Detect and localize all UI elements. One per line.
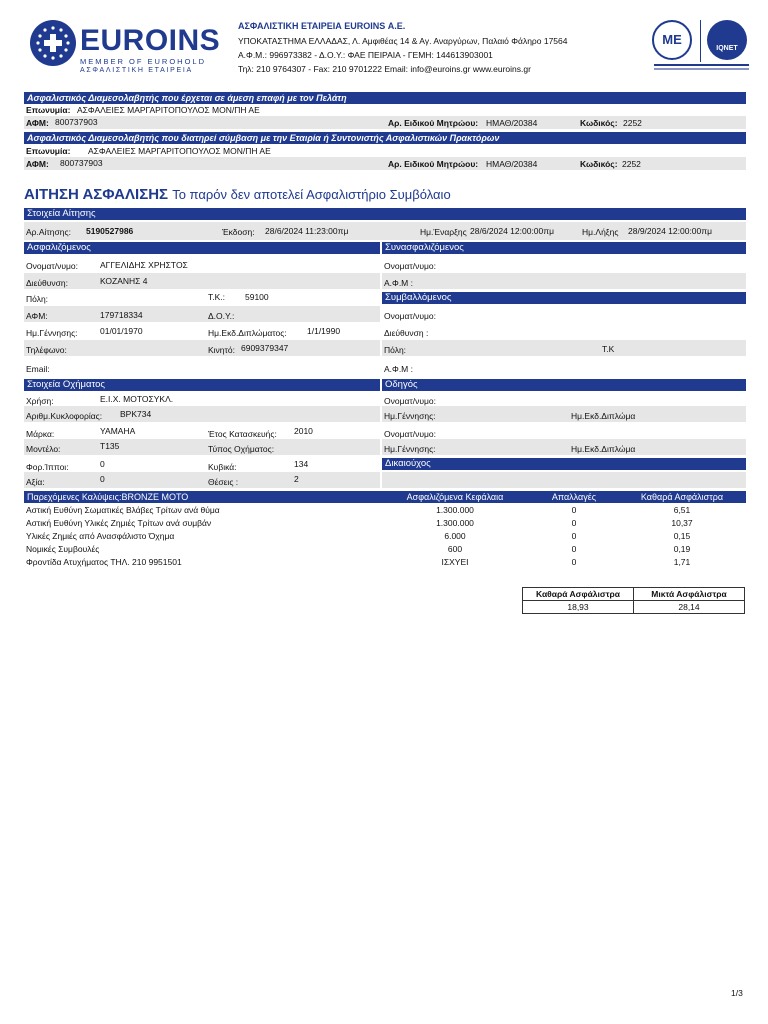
vehicle-section-bar: Στοιχεία Οχήματος: [24, 379, 380, 391]
vehicle-model-shade: [24, 439, 380, 455]
company-contact: Τηλ: 210 9764307 - Fax: 210 9701222 Email: info@euroins.gr www.euroins.gr: [238, 64, 531, 74]
intermediary2-afm-label: ΑΦΜ:: [26, 159, 49, 169]
iqnet-certification-badge: IQNET: [707, 20, 747, 60]
euroins-logo-globe: [30, 20, 76, 66]
coverage-deduct: 0: [571, 518, 577, 528]
globe-icon: [30, 20, 76, 66]
coverage-deduct: 0: [571, 531, 577, 541]
coverage-name: Υλικές Ζημιές από Ανασφάλιστο Όχημα: [26, 531, 175, 541]
intermediary2-name-label: Επωνυμία:: [26, 146, 71, 156]
driver2-name-label: Ονοματ/νυμο:: [384, 429, 437, 439]
insured-birth-label: Ημ.Γέννησης:: [26, 328, 78, 338]
coverage-row: [24, 544, 746, 556]
coinsured-section-bar: Συνασφαλιζόμενος: [382, 242, 746, 254]
vehicle-plate: ΒΡΚ734: [120, 409, 152, 419]
policyholder-afm-label: Α.Φ.Μ :: [384, 364, 413, 374]
coverage-premium: 6,51: [673, 505, 691, 515]
vehicle-year: 2010: [294, 426, 313, 436]
insured-zip-label: Τ.Κ.:: [208, 292, 226, 302]
application-num-label: Αρ.Αίτησης:: [26, 227, 71, 237]
coverage-col-deduct: Απαλλαγές: [551, 492, 597, 502]
insured-name-label: Ονοματ/νυμο:: [26, 261, 79, 271]
insured-city-label: Πόλη:: [26, 294, 49, 304]
me-certification-badge: ME: [652, 20, 692, 60]
badge-divider: [700, 20, 701, 62]
intermediary1-afm-label: ΑΦΜ:: [26, 118, 49, 128]
coverage-name: Αστική Ευθύνη Σωματικές Βλάβες Τρίτων ανά θύμα: [26, 505, 220, 515]
vehicle-year-label: Έτος Κατασκευής:: [208, 429, 277, 439]
coverage-row: [24, 518, 746, 530]
coverage-deduct: 0: [571, 557, 577, 567]
coverage-premium: 10,37: [671, 518, 693, 528]
driver1-birth-label: Ημ.Γέννησης:: [384, 411, 436, 421]
coverage-premium: 0,19: [673, 544, 691, 554]
policyholder-name-label: Ονοματ/νυμο:: [384, 311, 437, 321]
intermediary2-code-label: Κωδικός:: [580, 159, 618, 169]
coverage-deduct: 0: [571, 505, 577, 515]
application-issue: 28/6/2024 11:23:00πμ: [265, 226, 349, 236]
driver2-birth-label: Ημ.Γέννησης:: [384, 444, 436, 454]
coverage-row: [24, 557, 746, 569]
insured-mobile: 6909379347: [241, 343, 289, 353]
vehicle-seats: 2: [294, 474, 299, 484]
page-title-sub: Το παρόν δεν αποτελεί Ασφαλιστήριο Συμβόλαιο: [172, 187, 451, 202]
coverage-name: Αστική Ευθύνη Υλικές Ζημιές Τρίτων ανά συμβάν: [26, 518, 212, 528]
page-title-main: ΑΙΤΗΣΗ ΑΣΦΑΛΙΣΗΣ: [24, 186, 169, 203]
vehicle-value-shade: [24, 472, 380, 488]
insured-license-label: Ημ.Εκδ.Διπλώματος:: [208, 328, 287, 338]
vehicle-value: 0: [100, 474, 105, 484]
vehicle-cc-label: Κυβικά:: [208, 462, 237, 472]
insured-mobile-label: Κινητό:: [208, 345, 235, 355]
intermediary2-code: 2252: [622, 159, 641, 169]
beneficiary-shade: [382, 472, 746, 488]
intermediary1-section-bar: Ασφαλιστικός Διαμεσολαβητής που έρχεται σε άμεση επαφή με τον Πελάτη: [24, 92, 746, 104]
company-name: ΑΣΦΑΛΙΣΤΙΚΗ ΕΤΑΙΡΕΙΑ EUROINS Α.Ε.: [238, 21, 406, 31]
insured-birth: 01/01/1970: [100, 326, 143, 336]
vehicle-use-label: Χρήση:: [26, 396, 54, 406]
company-tax-info: Α.Φ.Μ.: 996973382 - Δ.Ο.Υ.: ΦΑΕ ΠΕΙΡΑΙΑ - ΓΕΜΗ: 144613903001: [238, 50, 493, 60]
coverage-row: [24, 531, 746, 543]
insured-afm-label: ΑΦΜ:: [26, 311, 48, 321]
insured-name: ΑΓΓΕΛΙΔΗΣ ΧΡΗΣΤΟΣ: [100, 260, 188, 270]
intermediary2-section-bar: Ασφαλιστικός Διαμεσολαβητής που διατηρεί σύμβαση με την Εταιρία ή Συντονιστής Ασφαλιστικών Πρακτόρων: [24, 132, 746, 144]
totals-gross-label: Μικτά Ασφάλιστρα: [634, 588, 745, 601]
coinsured-afm-shade: [382, 273, 746, 289]
totals-table: [522, 587, 745, 614]
insured-section-bar: Ασφαλιζόμενος: [24, 242, 380, 254]
application-end: 28/9/2024 12:00:00πμ: [628, 226, 713, 236]
vehicle-use: Ε.Ι.Χ. ΜΟΤΟΣΥΚΛ.: [100, 394, 174, 404]
insured-addr-label: Διεύθυνση:: [26, 278, 68, 288]
beneficiary-section-bar: Δικαιούχος: [382, 458, 746, 470]
coverage-capital: 1.300.000: [436, 518, 474, 528]
vehicle-value-label: Αξία:: [26, 477, 45, 487]
page-title: [24, 186, 451, 203]
logo-subtitle-2: ΑΣΦΑΛΙΣΤΙΚΗ ΕΤΑΙΡΕΙΑ: [80, 67, 193, 74]
driver-section-bar: Οδηγός: [382, 379, 746, 391]
vehicle-make-label: Μάρκα:: [26, 429, 55, 439]
insured-phone-label: Τηλέφωνο:: [26, 345, 67, 355]
intermediary1-afm: 800737903: [55, 117, 98, 127]
totals-gross: 28,14: [634, 601, 745, 614]
application-section-bar: Στοιχεία Αίτησης: [24, 208, 746, 220]
coverage-row: [24, 505, 746, 517]
coverage-col-capital: Ασφαλιζόμενα Κεφάλαια: [406, 492, 504, 502]
intermediary1-name-label: Επωνυμία:: [26, 105, 71, 115]
insured-afm: 179718334: [100, 310, 143, 320]
page-number: 1/3: [731, 988, 743, 998]
application-num: 5190527986: [86, 226, 134, 236]
driver2-birth-shade: [382, 439, 746, 455]
cert-caption-line-2: [654, 68, 749, 70]
driver1-license-label: Ημ.Εκδ.Διπλώμα: [571, 411, 636, 421]
intermediary1-code-label: Κωδικός:: [580, 118, 618, 128]
coverage-premium: 1,71: [673, 557, 691, 567]
coverage-package: BRONZE MOTO: [121, 492, 189, 502]
intermediary2-reg-label: Αρ. Ειδικού Μητρώου:: [388, 159, 479, 169]
intermediary1-reg: ΗΜΑΘ/20384: [486, 118, 538, 128]
policyholder-city-label: Πόλη:: [384, 345, 407, 355]
logo-subtitle-1: MEMBER OF EUROHOLD: [80, 57, 207, 66]
vehicle-cc: 134: [294, 459, 309, 469]
insured-addr: ΚΟΖΑΝΗΣ 4: [100, 276, 148, 286]
cert-caption-line: [654, 64, 749, 66]
vehicle-hp-label: Φορ.Ίπποι:: [26, 462, 69, 472]
totals-net: 18,93: [523, 601, 634, 614]
coverage-header-label: Παρεχόμενες Καλύψεις:: [27, 492, 122, 502]
coverage-capital: ΙΣΧΥΕΙ: [441, 557, 469, 567]
application-start: 28/6/2024 12:00:00πμ: [470, 226, 555, 236]
insured-addr-shade: [24, 273, 380, 289]
coverage-header-bar: [24, 491, 746, 503]
insured-afm-shade: [24, 306, 380, 322]
vehicle-model-label: Μοντέλο:: [26, 444, 61, 454]
policyholder-addr-label: Διεύθυνση :: [384, 328, 429, 338]
intermediary1-reg-label: Αρ. Ειδικού Μητρώου:: [388, 118, 479, 128]
vehicle-seats-label: Θέσεις :: [208, 477, 239, 487]
coinsured-name-label: Ονοματ/νυμο:: [384, 261, 437, 271]
application-start-label: Ημ.Έναρξης: [420, 227, 467, 237]
company-address: ΥΠΟΚΑΤΑΣΤΗΜΑ ΕΛΛΑΔΑΣ, Λ. Αμφιθέας 14 & Αγ. Αναργύρων, Παλαιό Φάληρο 17564: [238, 36, 568, 46]
insured-email-label: Email:: [26, 364, 50, 374]
application-end-label: Ημ.Λήξης: [582, 227, 619, 237]
vehicle-type-label: Τύπος Οχήματος:: [208, 444, 275, 454]
coverage-capital: 6.000: [444, 531, 466, 541]
intermediary2-name: ΑΣΦΑΛΕΙΕΣ ΜΑΡΓΑΡΙΤΟΠΟΥΛΟΣ ΜΟΝ/ΠΗ ΑΕ: [88, 146, 271, 156]
intermediary2-reg: ΗΜΑΘ/20384: [486, 159, 538, 169]
coverage-capital: 600: [447, 544, 463, 554]
coverage-name: Φροντίδα Ατυχήματος ΤΗΛ. 210 9951501: [26, 557, 182, 567]
insured-doy-label: Δ.Ο.Υ.:: [208, 311, 235, 321]
insured-zip: 59100: [245, 292, 269, 302]
totals-net-label: Καθαρά Ασφάλιστρα: [523, 588, 634, 601]
driver2-license-label: Ημ.Εκδ.Διπλώμα: [571, 444, 636, 454]
coinsured-afm-label: Α.Φ.Μ :: [384, 278, 413, 288]
coverage-premium: 0,15: [673, 531, 691, 541]
coverage-col-premium: Καθαρά Ασφάλιστρα: [640, 492, 724, 502]
intermediary1-name: ΑΣΦΑΛΕΙΕΣ ΜΑΡΓΑΡΙΤΟΠΟΥΛΟΣ ΜΟΝ/ΠΗ ΑΕ: [77, 105, 260, 115]
intermediary2-afm: 800737903: [60, 158, 103, 168]
coverage-capital: 1.300.000: [436, 505, 474, 515]
driver1-name-label: Ονοματ/νυμο:: [384, 396, 437, 406]
driver1-birth-shade: [382, 406, 746, 422]
coverage-name: Νομικές Συμβουλές: [26, 544, 100, 554]
intermediary1-code: 2252: [623, 118, 642, 128]
vehicle-model: T135: [100, 441, 120, 451]
application-issue-label: Έκδοση:: [222, 227, 255, 237]
logo-text: EUROINS: [80, 24, 221, 57]
insured-license: 1/1/1990: [307, 326, 341, 336]
vehicle-make: YAMAHA: [100, 426, 136, 436]
insured-phone-shade: [24, 340, 380, 356]
policyholder-city-shade: [382, 340, 746, 356]
vehicle-plate-label: Αριθμ.Κυκλοφορίας:: [26, 411, 103, 421]
policyholder-section-bar: Συμβαλλόμενος: [382, 292, 746, 304]
vehicle-hp: 0: [100, 459, 105, 469]
coverage-deduct: 0: [571, 544, 577, 554]
policyholder-zip-label: Τ.Κ: [602, 344, 615, 354]
